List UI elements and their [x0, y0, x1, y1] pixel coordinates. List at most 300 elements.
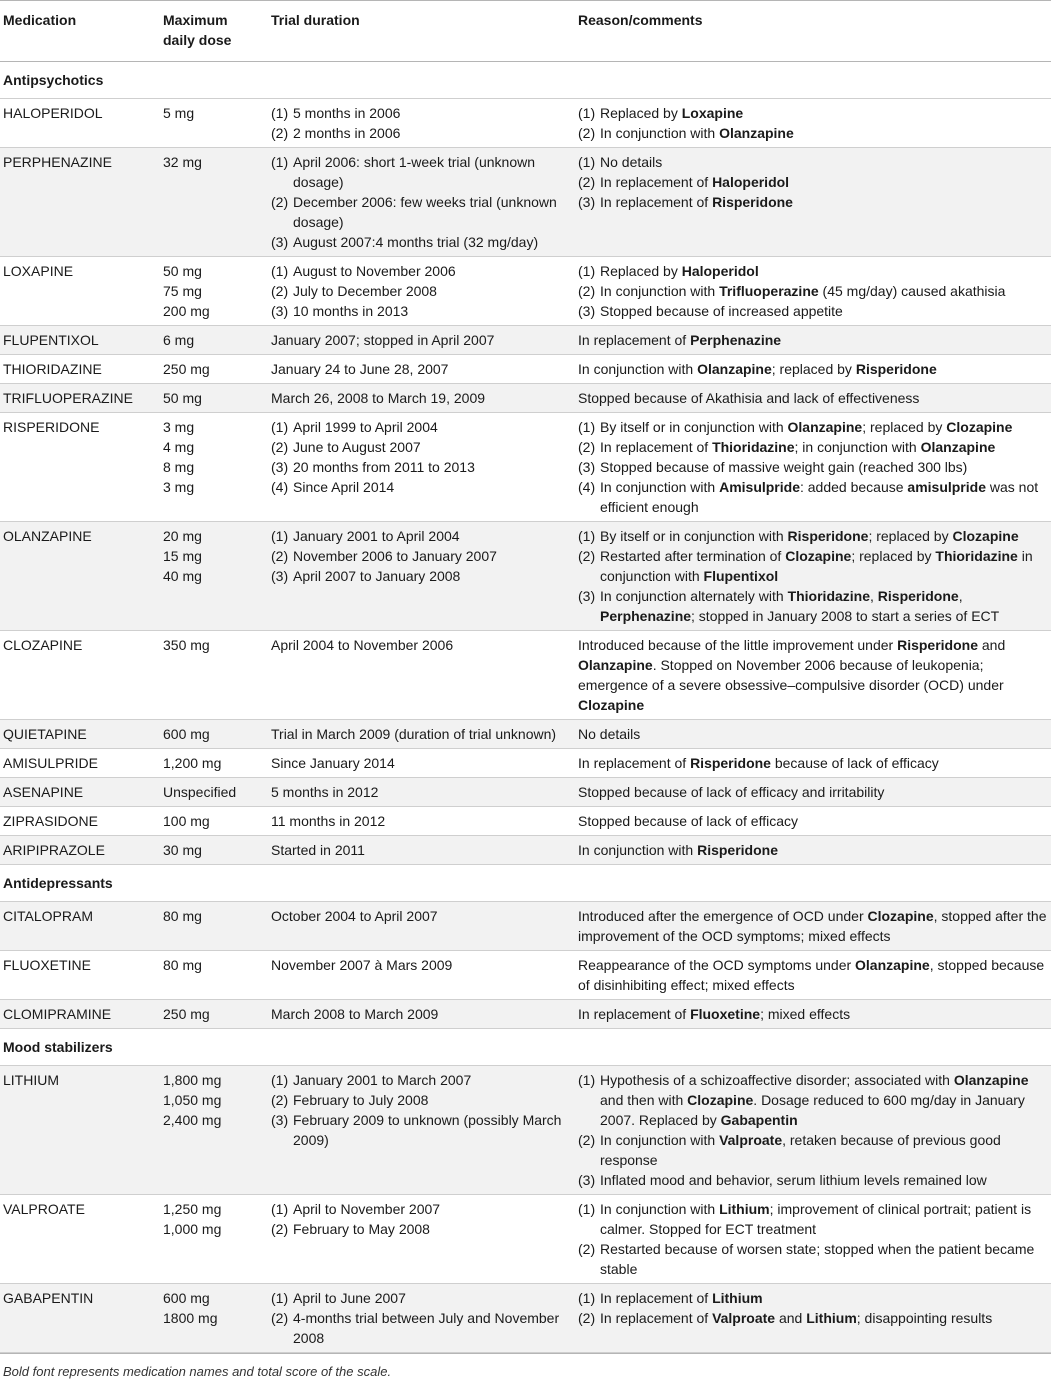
reason-segment: In replacement of: [578, 1006, 691, 1022]
dose-value: 250 mg: [163, 361, 210, 377]
reason-comments-cell: [574, 807, 1051, 836]
max-daily-dose-cell: [159, 1284, 267, 1353]
trial-item: [271, 457, 570, 477]
reason-segment: Stopped because of Akathisia and lack of effectiveness: [578, 390, 920, 406]
section-header-row: [0, 62, 1051, 99]
trial-text: April 2004 to November 2006: [271, 637, 454, 653]
reason-segment: ; replaced by: [862, 419, 947, 435]
dose-value: 15 mg: [163, 548, 202, 564]
reason-item: [578, 192, 1047, 212]
item-number: (1): [578, 1072, 596, 1088]
trial-text: 5 months in 2012: [271, 784, 379, 800]
table-row: [0, 951, 1051, 1000]
dose-value: 3 mg: [163, 479, 195, 495]
reason-text: [600, 1288, 1047, 1308]
table-header-row: [0, 1, 1051, 62]
medication-reference: Haloperidol: [681, 263, 759, 279]
reason-text: [578, 811, 1047, 831]
reason-text: [578, 724, 1047, 744]
item-number: (2): [578, 548, 596, 564]
reason-segment: No details: [600, 154, 663, 170]
trial-text: February to July 2008: [293, 1092, 429, 1108]
trial-item: [271, 1090, 570, 1110]
reason-item: [578, 123, 1047, 143]
max-daily-dose-cell: [159, 807, 267, 836]
max-daily-dose-cell: [159, 99, 267, 148]
reason-segment: Stopped because of lack of efficacy: [578, 813, 798, 829]
table-row: [0, 355, 1051, 384]
reason-text: [600, 261, 1047, 281]
trial-duration-cell: [267, 257, 574, 326]
item-number: (3): [578, 303, 596, 319]
reason-item: [578, 437, 1047, 457]
reason-item: [578, 546, 1047, 586]
reason-item: [578, 417, 1047, 437]
trial-item: [271, 261, 570, 281]
reason-comments-cell: [574, 1195, 1051, 1284]
trial-text: February 2009 to unknown (possibly March 2009): [293, 1112, 562, 1148]
dose-value: 1,000 mg: [163, 1221, 222, 1237]
trial-item: [271, 388, 570, 408]
item-number: (2): [271, 439, 289, 455]
header-reason-comments: Reason/comments: [574, 1, 1051, 62]
dose-value: 80 mg: [163, 908, 202, 924]
trial-item: [271, 546, 570, 566]
reason-comments-cell: [574, 749, 1051, 778]
trial-item: [271, 724, 570, 744]
trial-duration-cell: [267, 836, 574, 865]
item-number: (3): [578, 588, 596, 604]
item-number: (1): [271, 154, 289, 170]
reason-item: [578, 261, 1047, 281]
reason-segment: ; replaced by: [771, 361, 856, 377]
trial-item: [271, 566, 570, 586]
trial-duration-cell: [267, 384, 574, 413]
max-daily-dose-cell: [159, 836, 267, 865]
trial-text: November 2006 to January 2007: [293, 548, 497, 564]
medication-reference: Valproate: [719, 1132, 783, 1148]
trial-text: November 2007 à Mars 2009: [271, 957, 453, 973]
medication-reference: Clozapine: [578, 697, 645, 713]
item-number: (2): [578, 439, 596, 455]
item-number: (3): [271, 303, 289, 319]
reason-segment: Stopped because of massive weight gain (reached 300 lbs): [600, 459, 968, 475]
max-daily-dose-cell: [159, 1066, 267, 1195]
medication-name: TRIFLUOPERAZINE: [0, 384, 159, 413]
dose-value: 600 mg: [163, 1290, 210, 1306]
section-header-row: [0, 1029, 1051, 1066]
medication-name: LITHIUM: [0, 1066, 159, 1195]
reason-item: [578, 526, 1047, 546]
item-number: (1): [578, 105, 596, 121]
trial-item: [271, 1004, 570, 1024]
reason-text: [600, 152, 1047, 172]
trial-item: [271, 1288, 570, 1308]
reason-item: [578, 1170, 1047, 1190]
reason-comments-cell: [574, 522, 1051, 631]
trial-duration-cell: [267, 778, 574, 807]
reason-segment: In conjunction with: [600, 1132, 720, 1148]
reason-item: [578, 330, 1047, 350]
table-row: [0, 720, 1051, 749]
item-number: (2): [578, 125, 596, 141]
table-row: [0, 326, 1051, 355]
dose-value: 4 mg: [163, 439, 195, 455]
trial-text: August 2007:4 months trial (32 mg/day): [293, 234, 539, 250]
item-number: (1): [578, 419, 596, 435]
medication-reference: Risperidone: [697, 842, 778, 858]
reason-comments-cell: [574, 326, 1051, 355]
reason-text: [600, 103, 1047, 123]
medication-reference: Fluoxetine: [690, 1006, 761, 1022]
table-row: [0, 1066, 1051, 1195]
dose-value: 30 mg: [163, 842, 202, 858]
reason-text: [600, 192, 1047, 212]
medication-name: OLANZAPINE: [0, 522, 159, 631]
reason-text: [600, 526, 1047, 546]
reason-segment: ; mixed effects: [760, 1006, 851, 1022]
dose-value: 3 mg: [163, 419, 195, 435]
reason-segment: No details: [578, 726, 641, 742]
trial-text: July to December 2008: [293, 283, 437, 299]
table-row: [0, 1195, 1051, 1284]
reason-segment: (45 mg/day) caused akathisia: [818, 283, 1006, 299]
medication-name: FLUPENTIXOL: [0, 326, 159, 355]
medication-reference: Amisulpride: [719, 479, 800, 495]
reason-text: [578, 359, 1047, 379]
max-daily-dose-cell: [159, 384, 267, 413]
item-number: (3): [578, 1172, 596, 1188]
item-number: (2): [271, 1221, 289, 1237]
trial-text: Since January 2014: [271, 755, 395, 771]
reason-text: [600, 417, 1047, 437]
dose-value: 6 mg: [163, 332, 195, 348]
reason-comments-cell: [574, 413, 1051, 522]
medication-reference: Risperidone: [897, 637, 978, 653]
reason-text: [600, 1308, 1047, 1328]
trial-text: October 2004 to April 2007: [271, 908, 438, 924]
trial-text: 20 months from 2011 to 2013: [293, 459, 475, 475]
medication-reference: Clozapine: [687, 1092, 754, 1108]
medication-reference: Thioridazine: [712, 439, 795, 455]
reason-segment: ; disappointing results: [856, 1310, 993, 1326]
table-row: [0, 384, 1051, 413]
medication-reference: Risperidone: [712, 194, 793, 210]
reason-item: [578, 301, 1047, 321]
trial-item: [271, 359, 570, 379]
reason-segment: , stopped after the improvement of the OCD symptoms; mixed effects: [578, 908, 1047, 944]
medication-reference: amisulpride: [907, 479, 986, 495]
trial-text: 2 months in 2006: [293, 125, 401, 141]
trial-text: March 26, 2008 to March 19, 2009: [271, 390, 486, 406]
table-row: [0, 1000, 1051, 1029]
medication-reference: Olanzapine: [697, 361, 772, 377]
max-daily-dose-cell: [159, 413, 267, 522]
item-number: (1): [578, 154, 596, 170]
reason-text: [600, 546, 1047, 586]
medication-reference: Valproate: [712, 1310, 776, 1326]
trial-text: January 24 to June 28, 2007: [271, 361, 449, 377]
max-daily-dose-cell: [159, 778, 267, 807]
reason-item: [578, 281, 1047, 301]
reason-comments-cell: [574, 384, 1051, 413]
reason-segment: Reappearance of the OCD symptoms under: [578, 957, 856, 973]
trial-duration-cell: [267, 522, 574, 631]
reason-text: [578, 906, 1047, 946]
reason-comments-cell: [574, 951, 1051, 1000]
max-daily-dose-cell: [159, 1000, 267, 1029]
trial-item: [271, 782, 570, 802]
reason-segment: ,: [958, 588, 963, 604]
trial-text: January 2001 to April 2004: [293, 528, 460, 544]
medication-reference: Olanzapine: [920, 439, 996, 455]
medication-reference: Risperidone: [877, 588, 959, 604]
max-daily-dose-cell: [159, 951, 267, 1000]
section-title: Antidepressants: [0, 865, 1051, 902]
trial-text: April to June 2007: [293, 1290, 406, 1306]
dose-value: 32 mg: [163, 154, 202, 170]
table-row: [0, 807, 1051, 836]
reason-segment: and: [775, 1310, 807, 1326]
reason-segment: ; replaced by: [868, 528, 953, 544]
item-number: (1): [271, 105, 289, 121]
trial-item: [271, 1308, 570, 1348]
medication-name: CLOZAPINE: [0, 631, 159, 720]
reason-segment: Inflated mood and behavior, serum lithium levels remained low: [600, 1172, 987, 1188]
max-daily-dose-cell: [159, 631, 267, 720]
table-row: [0, 631, 1051, 720]
medication-name: CITALOPRAM: [0, 902, 159, 951]
header-trial-duration: Trial duration: [267, 1, 574, 62]
reason-segment: Restarted after termination of: [600, 548, 786, 564]
item-number: (4): [271, 479, 289, 495]
medication-reference: Olanzapine: [953, 1072, 1029, 1088]
trial-duration-cell: [267, 720, 574, 749]
medication-name: LOXAPINE: [0, 257, 159, 326]
section-title: Mood stabilizers: [0, 1029, 1051, 1066]
reason-item: [578, 477, 1047, 517]
trial-text: 10 months in 2013: [293, 303, 409, 319]
max-daily-dose-cell: [159, 355, 267, 384]
trial-text: June to August 2007: [293, 439, 421, 455]
dose-value: 2,400 mg: [163, 1112, 222, 1128]
medication-reference: Risperidone: [690, 755, 771, 771]
reason-item: [578, 782, 1047, 802]
reason-item: [578, 1199, 1047, 1239]
reason-segment: Hypothesis of a schizoaffective disorder; associated with: [600, 1072, 954, 1088]
trial-item: [271, 301, 570, 321]
trial-item: [271, 103, 570, 123]
trial-text: February to May 2008: [293, 1221, 430, 1237]
trial-text: Trial in March 2009 (duration of trial unknown): [271, 726, 557, 742]
reason-segment: In conjunction with: [600, 283, 720, 299]
table-row: [0, 902, 1051, 951]
medication-reference: Olanzapine: [719, 125, 794, 141]
trial-duration-cell: [267, 1000, 574, 1029]
dose-value: 1,250 mg: [163, 1201, 222, 1217]
reason-segment: was not efficient enough: [600, 479, 1039, 515]
dose-value: 1,800 mg: [163, 1072, 222, 1088]
dose-value: 20 mg: [163, 528, 202, 544]
reason-segment: In replacement of: [578, 332, 691, 348]
item-number: (3): [271, 234, 289, 250]
medication-reference: Clozapine: [946, 419, 1013, 435]
table-footnote: Bold font represents medication names and total score of the scale.: [0, 1353, 1051, 1389]
medication-name: ZIPRASIDONE: [0, 807, 159, 836]
max-daily-dose-cell: [159, 720, 267, 749]
reason-text: [578, 782, 1047, 802]
medication-reference: Risperidone: [787, 528, 869, 544]
reason-item: [578, 388, 1047, 408]
max-daily-dose-cell: [159, 1195, 267, 1284]
reason-segment: ,: [870, 588, 878, 604]
reason-segment: In replacement of: [578, 755, 691, 771]
trial-duration-cell: [267, 951, 574, 1000]
reason-segment: By itself or in conjunction with: [600, 419, 788, 435]
item-number: (1): [271, 1072, 289, 1088]
dose-value: 50 mg: [163, 390, 202, 406]
reason-item: [578, 1288, 1047, 1308]
table-row: [0, 148, 1051, 257]
reason-text: [578, 840, 1047, 860]
item-number: (2): [578, 1241, 596, 1257]
trial-item: [271, 281, 570, 301]
reason-segment: because of lack of efficacy: [770, 755, 939, 771]
trial-item: [271, 811, 570, 831]
reason-segment: and: [977, 637, 1006, 653]
reason-text: [600, 586, 1047, 626]
dose-value: 1,050 mg: [163, 1092, 222, 1108]
trial-duration-cell: [267, 1066, 574, 1195]
reason-item: [578, 724, 1047, 744]
reason-segment: By itself or in conjunction with: [600, 528, 788, 544]
trial-text: Since April 2014: [293, 479, 395, 495]
table-row: [0, 257, 1051, 326]
header-maximum-daily-dose: Maximum daily dose: [159, 1, 267, 62]
dose-value: 100 mg: [163, 813, 210, 829]
table-row: [0, 1284, 1051, 1353]
reason-comments-cell: [574, 631, 1051, 720]
trial-duration-cell: [267, 807, 574, 836]
reason-item: [578, 1130, 1047, 1170]
reason-text: [578, 753, 1047, 773]
reason-segment: Stopped because of lack of efficacy and irritability: [578, 784, 885, 800]
medication-reference: Perphenazine: [600, 608, 692, 624]
reason-text: [578, 955, 1047, 995]
reason-segment: , retaken because of previous good response: [600, 1132, 1001, 1168]
medication-name: ASENAPINE: [0, 778, 159, 807]
reason-comments-cell: [574, 355, 1051, 384]
reason-text: [600, 172, 1047, 192]
item-number: (2): [578, 1132, 596, 1148]
medication-reference: Clozapine: [867, 908, 934, 924]
medication-reference: Olanzapine: [855, 957, 930, 973]
dose-value: 80 mg: [163, 957, 202, 973]
item-number: (2): [271, 194, 289, 210]
reason-item: [578, 906, 1047, 946]
reason-text: [578, 635, 1047, 715]
trial-item: [271, 840, 570, 860]
dose-value: 350 mg: [163, 637, 210, 653]
trial-item: [271, 192, 570, 232]
dose-value: 1,200 mg: [163, 755, 222, 771]
reason-segment: and then with: [600, 1092, 688, 1108]
dose-value: Unspecified: [163, 784, 237, 800]
item-number: (4): [578, 479, 596, 495]
reason-item: [578, 152, 1047, 172]
reason-segment: in conjunction with: [600, 548, 1033, 584]
reason-comments-cell: [574, 99, 1051, 148]
reason-item: [578, 586, 1047, 626]
trial-item: [271, 437, 570, 457]
item-number: (1): [271, 528, 289, 544]
dose-value: 75 mg: [163, 283, 202, 299]
max-daily-dose-cell: [159, 749, 267, 778]
medication-reference: Clozapine: [952, 528, 1019, 544]
reason-text: [600, 281, 1047, 301]
trial-item: [271, 753, 570, 773]
reason-text: [578, 1004, 1047, 1024]
item-number: (1): [578, 1290, 596, 1306]
trial-item: [271, 1070, 570, 1090]
reason-text: [600, 477, 1047, 517]
item-number: (3): [578, 194, 596, 210]
trial-text: April 2007 to January 2008: [293, 568, 461, 584]
table-row: [0, 413, 1051, 522]
trial-item: [271, 477, 570, 497]
reason-segment: Stopped because of increased appetite: [600, 303, 843, 319]
medication-name: CLOMIPRAMINE: [0, 1000, 159, 1029]
item-number: (1): [271, 263, 289, 279]
reason-text: [600, 1170, 1047, 1190]
dose-value: 250 mg: [163, 1006, 210, 1022]
trial-text: August to November 2006: [293, 263, 456, 279]
reason-comments-cell: [574, 148, 1051, 257]
dose-value: 50 mg: [163, 263, 202, 279]
reason-comments-cell: [574, 1284, 1051, 1353]
header-medication: Medication: [0, 1, 159, 62]
reason-segment: ; improvement of clinical portrait; patient is calmer. Stopped for ECT treatment: [600, 1201, 1032, 1237]
trial-duration-cell: [267, 355, 574, 384]
max-daily-dose-cell: [159, 326, 267, 355]
reason-item: [578, 172, 1047, 192]
reason-segment: In replacement of: [600, 439, 713, 455]
reason-segment: Restarted because of worsen state; stopped when the patient became stable: [600, 1241, 1035, 1277]
reason-comments-cell: [574, 836, 1051, 865]
trial-item: [271, 330, 570, 350]
trial-item: [271, 232, 570, 252]
reason-segment: Replaced by: [600, 263, 682, 279]
item-number: (3): [271, 1112, 289, 1128]
trial-text: April 2006: short 1-week trial (unknown dosage): [293, 154, 536, 190]
trial-text: 11 months in 2012: [271, 813, 386, 829]
medication-name: HALOPERIDOL: [0, 99, 159, 148]
trial-text: January 2007; stopped in April 2007: [271, 332, 495, 348]
medication-reference: Clozapine: [785, 548, 852, 564]
trial-text: Started in 2011: [271, 842, 365, 858]
trial-text: April 1999 to April 2004: [293, 419, 438, 435]
reason-text: [600, 437, 1047, 457]
reason-item: [578, 1070, 1047, 1130]
reason-segment: ; stopped in January 2008 to start a series of ECT: [691, 608, 1000, 624]
medication-reference: Trifluoperazine: [719, 283, 819, 299]
reason-text: [600, 457, 1047, 477]
reason-comments-cell: [574, 778, 1051, 807]
trial-item: [271, 152, 570, 192]
trial-duration-cell: [267, 99, 574, 148]
reason-segment: In replacement of: [600, 1290, 713, 1306]
reason-segment: : added because: [799, 479, 908, 495]
